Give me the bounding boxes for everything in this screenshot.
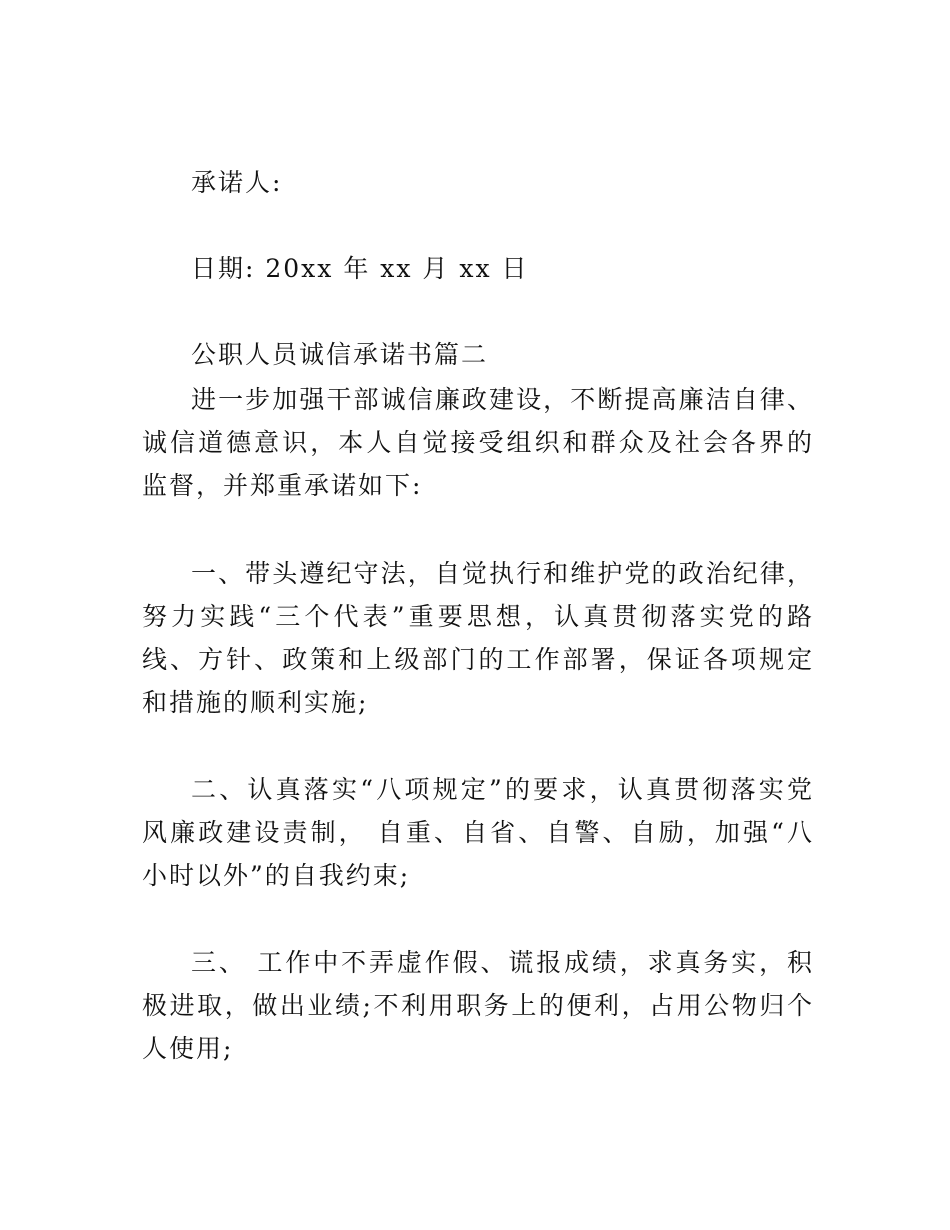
section-title: 公职人员诚信承诺书篇二	[191, 340, 489, 369]
signer-label: 承诺人:	[191, 168, 283, 197]
commitment-item-1: 一、带头遵纪守法，自觉执行和维护党的政治纪律，努力实践“三个代表”重要思想，认真贯彻落实党的路线、方针、政策和上级部门的工作部署，保证各项规定和措施的顺利实施;	[142, 559, 814, 717]
intro-paragraph: 进一步加强干部诚信廉政建设，不断提高廉洁自律、诚信道德意识，本人自觉接受组织和群众及社会各界的监督，并郑重承诺如下:	[142, 385, 814, 500]
commitment-item-2: 二、认真落实“八项规定”的要求，认真贯彻落实党风廉政建设责制， 自重、自省、自警、自励，加强“八小时以外”的自我约束;	[142, 775, 814, 890]
commitment-item-3: 三、 工作中不弄虚作假、谎报成绩，求真务实，积极进取，做出业绩;不利用职务上的便利，占用公物归个人使用;	[142, 948, 814, 1063]
date-line: 日期: 20xx 年 xx 月 xx 日	[191, 254, 529, 283]
